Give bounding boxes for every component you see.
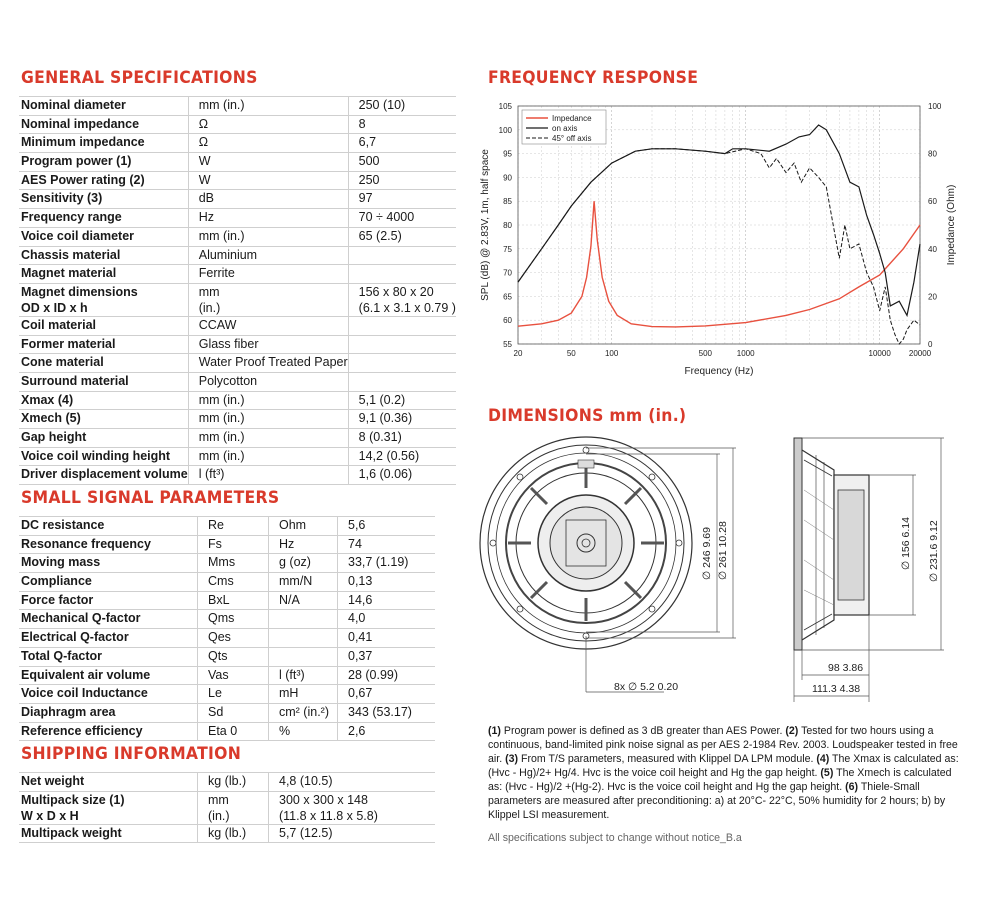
row-unit: Hz <box>188 209 348 228</box>
row-label: Multipack weight <box>19 824 198 843</box>
row-label: Nominal diameter <box>19 97 188 116</box>
row-label: Compliance <box>19 573 198 592</box>
row-unit: mm (in.) <box>188 447 348 466</box>
row-label: Cone material <box>19 354 188 373</box>
row-unit: Ω <box>188 134 348 153</box>
y-tick-label-left: 100 <box>498 125 512 135</box>
small-signal-table <box>19 516 435 741</box>
row-unit <box>269 610 338 629</box>
table-row <box>19 703 435 722</box>
row-symbol: Cms <box>198 573 269 592</box>
x-tick-label: 50 <box>566 349 576 358</box>
row-label: DC resistance <box>19 517 198 536</box>
row-value: 250 <box>348 171 456 190</box>
row-unit: cm² (in.²) <box>269 703 338 722</box>
row-unit <box>269 629 338 648</box>
y-tick-label-right: 60 <box>928 197 937 207</box>
row-value <box>348 246 456 265</box>
y-tick-label-left: 95 <box>503 149 512 159</box>
y-tick-label-right: 40 <box>928 244 937 254</box>
row-label: Sensitivity (3) <box>19 190 188 209</box>
row-unit: mm (in.) <box>188 227 348 246</box>
row-value: 5,7 (12.5) <box>269 824 436 843</box>
table-row <box>19 773 435 792</box>
table-row <box>19 372 456 391</box>
frequency-response-title: FREQUENCY RESPONSE <box>488 68 699 88</box>
table-row <box>19 97 456 116</box>
row-unit: kg (lb.) <box>198 773 269 792</box>
row-unit: dB <box>188 190 348 209</box>
row-symbol: Qes <box>198 629 269 648</box>
table-row <box>19 535 435 554</box>
row-label: Nominal impedance <box>19 115 188 134</box>
x-tick-label: 100 <box>604 349 619 358</box>
table-row <box>19 466 456 485</box>
table-row <box>19 246 456 265</box>
table-row <box>19 517 435 536</box>
row-value: 97 <box>348 190 456 209</box>
y-tick-label-right: 0 <box>928 340 933 349</box>
table-row <box>19 610 435 629</box>
row-label: Former material <box>19 335 188 354</box>
row-value: 300 x 300 x 148 (11.8 x 11.8 x 5.8) <box>269 791 436 824</box>
row-unit: l (ft³) <box>269 666 338 685</box>
speaker-front-view <box>480 437 692 649</box>
row-symbol: Qms <box>198 610 269 629</box>
row-symbol: Le <box>198 685 269 704</box>
legend-label: Impedance <box>552 114 592 123</box>
shipping-title: SHIPPING INFORMATION <box>21 744 242 764</box>
x-tick-label: 10000 <box>868 349 891 358</box>
row-value: 4,8 (10.5) <box>269 773 436 792</box>
row-value: 156 x 80 x 20 (6.1 x 3.1 x 0.79 ) <box>348 283 456 316</box>
x-tick-label: 1000 <box>736 349 755 358</box>
y-tick-label-left: 60 <box>503 316 512 326</box>
row-label: Diaphragm area <box>19 703 198 722</box>
y-tick-label-left: 105 <box>498 102 512 111</box>
row-symbol: Eta 0 <box>198 722 269 741</box>
row-unit: Aluminium <box>188 246 348 265</box>
row-value: 14,2 (0.56) <box>348 447 456 466</box>
table-row <box>19 429 456 448</box>
row-unit: g (oz) <box>269 554 338 573</box>
row-value: 33,7 (1.19) <box>338 554 436 573</box>
row-value: 2,6 <box>338 722 436 741</box>
table-row <box>19 171 456 190</box>
row-value: 9,1 (0.36) <box>348 410 456 429</box>
row-value <box>348 372 456 391</box>
row-label: Equivalent air volume <box>19 666 198 685</box>
row-value: 28 (0.99) <box>338 666 436 685</box>
dim-d1: ∅ 246 9.69 <box>701 527 713 580</box>
table-row <box>19 685 435 704</box>
series-line-45-off-axis <box>518 149 920 344</box>
table-row <box>19 227 456 246</box>
y-axis-label-left: SPL (dB) @ 2.83V, 1m, half space <box>480 149 491 301</box>
dim-d4: ∅ 231.6 9.12 <box>928 520 940 582</box>
row-unit: W <box>188 153 348 172</box>
row-symbol: Qts <box>198 647 269 666</box>
row-label: Voice coil Inductance <box>19 685 198 704</box>
row-label: Gap height <box>19 429 188 448</box>
row-value: 74 <box>338 535 436 554</box>
row-symbol: Vas <box>198 666 269 685</box>
row-unit: Polycotton <box>188 372 348 391</box>
row-symbol: Fs <box>198 535 269 554</box>
row-value: 65 (2.5) <box>348 227 456 246</box>
table-row <box>19 447 456 466</box>
row-label: Voice coil winding height <box>19 447 188 466</box>
row-symbol: Mms <box>198 554 269 573</box>
general-specs-title: GENERAL SPECIFICATIONS <box>21 68 258 88</box>
row-value <box>348 316 456 335</box>
dim-d2: ∅ 261 10.28 <box>717 521 729 580</box>
speaker-side-view <box>794 438 869 650</box>
row-unit: Ferrite <box>188 265 348 284</box>
table-row <box>19 410 456 429</box>
row-label: Reference efficiency <box>19 722 198 741</box>
row-value: 343 (53.17) <box>338 703 436 722</box>
y-tick-label-left: 70 <box>503 268 512 278</box>
row-value: 70 ÷ 4000 <box>348 209 456 228</box>
table-row <box>19 647 435 666</box>
row-value: 1,6 (0.06) <box>348 466 456 485</box>
table-row <box>19 283 456 316</box>
row-value: 8 (0.31) <box>348 429 456 448</box>
row-label: Coil material <box>19 316 188 335</box>
table-row <box>19 573 435 592</box>
row-unit: N/A <box>269 591 338 610</box>
y-tick-label-left: 55 <box>503 340 512 349</box>
row-unit: Ohm <box>269 517 338 536</box>
table-row <box>19 335 456 354</box>
dimensions-drawing <box>474 430 984 710</box>
row-label: Minimum impedance <box>19 134 188 153</box>
table-row <box>19 591 435 610</box>
row-symbol: Sd <box>198 703 269 722</box>
table-row <box>19 666 435 685</box>
x-axis-label: Frequency (Hz) <box>684 366 754 377</box>
y-tick-label-right: 100 <box>928 102 942 111</box>
y-tick-label-left: 85 <box>503 197 512 207</box>
row-value: 5,6 <box>338 517 436 536</box>
row-label: Xmech (5) <box>19 410 188 429</box>
shipping-table <box>19 772 435 843</box>
row-symbol: Re <box>198 517 269 536</box>
row-label: Voice coil diameter <box>19 227 188 246</box>
row-label: Resonance frequency <box>19 535 198 554</box>
legend-label: 45° off axis <box>552 134 592 143</box>
row-value: 5,1 (0.2) <box>348 391 456 410</box>
row-value: 8 <box>348 115 456 134</box>
row-unit: kg (lb.) <box>198 824 269 843</box>
row-value: 500 <box>348 153 456 172</box>
row-value: 4,0 <box>338 610 436 629</box>
table-row <box>19 115 456 134</box>
x-tick-label: 500 <box>698 349 713 358</box>
y-axis-label-right: Impedance (Ohm) <box>946 184 957 266</box>
row-unit: mm/N <box>269 573 338 592</box>
dim-d3: ∅ 156 6.14 <box>900 517 912 570</box>
row-label: Chassis material <box>19 246 188 265</box>
row-label: Xmax (4) <box>19 391 188 410</box>
table-row <box>19 391 456 410</box>
row-value: 0,37 <box>338 647 436 666</box>
row-label: Total Q-factor <box>19 647 198 666</box>
table-row <box>19 190 456 209</box>
x-tick-label: 20 <box>513 349 523 358</box>
row-unit: Water Proof Treated Paper <box>188 354 348 373</box>
dim-w1: 98 3.86 <box>828 662 864 674</box>
row-label: Driver displacement volume <box>19 466 188 485</box>
row-value: 250 (10) <box>348 97 456 116</box>
row-label: Frequency range <box>19 209 188 228</box>
table-row <box>19 791 435 824</box>
dimensions-title: DIMENSIONS mm (in.) <box>488 406 687 426</box>
general-specs-table <box>19 96 456 485</box>
row-label: Electrical Q-factor <box>19 629 198 648</box>
y-tick-label-left: 65 <box>503 292 512 302</box>
row-value: 0,41 <box>338 629 436 648</box>
table-row <box>19 153 456 172</box>
row-label: Surround material <box>19 372 188 391</box>
footer-disclaimer: All specifications subject to change without notice_B.a <box>488 832 742 844</box>
table-row <box>19 316 456 335</box>
y-tick-label-right: 20 <box>928 292 937 302</box>
row-value: 14,6 <box>338 591 436 610</box>
row-value: 6,7 <box>348 134 456 153</box>
table-row <box>19 722 435 741</box>
y-tick-label-right: 80 <box>928 149 937 159</box>
row-unit: mH <box>269 685 338 704</box>
row-value: 0,67 <box>338 685 436 704</box>
y-tick-label-left: 90 <box>503 173 512 183</box>
table-row <box>19 265 456 284</box>
y-tick-label-left: 80 <box>503 221 512 230</box>
table-row <box>19 554 435 573</box>
table-row <box>19 824 435 843</box>
row-unit: Ω <box>188 115 348 134</box>
row-label: Mechanical Q-factor <box>19 610 198 629</box>
row-symbol: BxL <box>198 591 269 610</box>
small-signal-title: SMALL SIGNAL PARAMETERS <box>21 488 280 508</box>
row-unit: Glass fiber <box>188 335 348 354</box>
row-label: Program power (1) <box>19 153 188 172</box>
row-unit: mm (in.) <box>188 97 348 116</box>
legend-label: on axis <box>552 124 578 133</box>
row-label: Magnet material <box>19 265 188 284</box>
row-unit <box>269 647 338 666</box>
row-label: Net weight <box>19 773 198 792</box>
row-unit: mm (in.) <box>188 391 348 410</box>
table-row <box>19 209 456 228</box>
table-row <box>19 629 435 648</box>
row-unit: l (ft³) <box>188 466 348 485</box>
row-unit: W <box>188 171 348 190</box>
row-unit: CCAW <box>188 316 348 335</box>
row-label: Moving mass <box>19 554 198 573</box>
row-label: Force factor <box>19 591 198 610</box>
row-value <box>348 265 456 284</box>
row-value: 0,13 <box>338 573 436 592</box>
x-tick-label: 20000 <box>908 349 932 358</box>
row-unit: Hz <box>269 535 338 554</box>
row-unit: mm (in.) <box>188 283 348 316</box>
row-unit: mm (in.) <box>188 429 348 448</box>
frequency-response-chart <box>474 96 974 386</box>
dim-holes: 8x ∅ 5.2 0.20 <box>614 681 679 693</box>
y-tick-label-left: 75 <box>503 244 512 254</box>
row-unit: mm (in.) <box>198 791 269 824</box>
table-row <box>19 354 456 373</box>
row-value <box>348 354 456 373</box>
table-row <box>19 134 456 153</box>
row-value <box>348 335 456 354</box>
row-label: Multipack size (1) W x D x H <box>19 791 198 824</box>
footnotes: (1) Program power is defined as 3 dB greater than AES Power. (2) Tested for two hours using a continuous, band-limited pink noise signal as per AES 2-1984 Rev. 2003. Loudspeaker tested in free air. (3) From T/S parameters, measured with Klippel DA LPM module. (4) The Xmax is calculated as: (Hvc - Hg)/2+ Hg/4. Hvc is the voice coil height and Hg the gap height. (5) The Xmech is calculated as: (Hvc - Hg)/2 +(Hg-2). Hvc is the voice coil height and Hg the gap height. (6) Thiele-Small parameters are measured after preconditioning: a) at 20°C- 22°C, 50% humidity for 2 hours; b) by Klippel LSI measurement. <box>488 725 959 821</box>
row-unit: mm (in.) <box>188 410 348 429</box>
dim-w2: 111.3 4.38 <box>812 683 861 695</box>
series-line-impedance <box>518 201 920 327</box>
row-label: AES Power rating (2) <box>19 171 188 190</box>
row-unit: % <box>269 722 338 741</box>
row-label: Magnet dimensions OD x ID x h <box>19 283 188 316</box>
